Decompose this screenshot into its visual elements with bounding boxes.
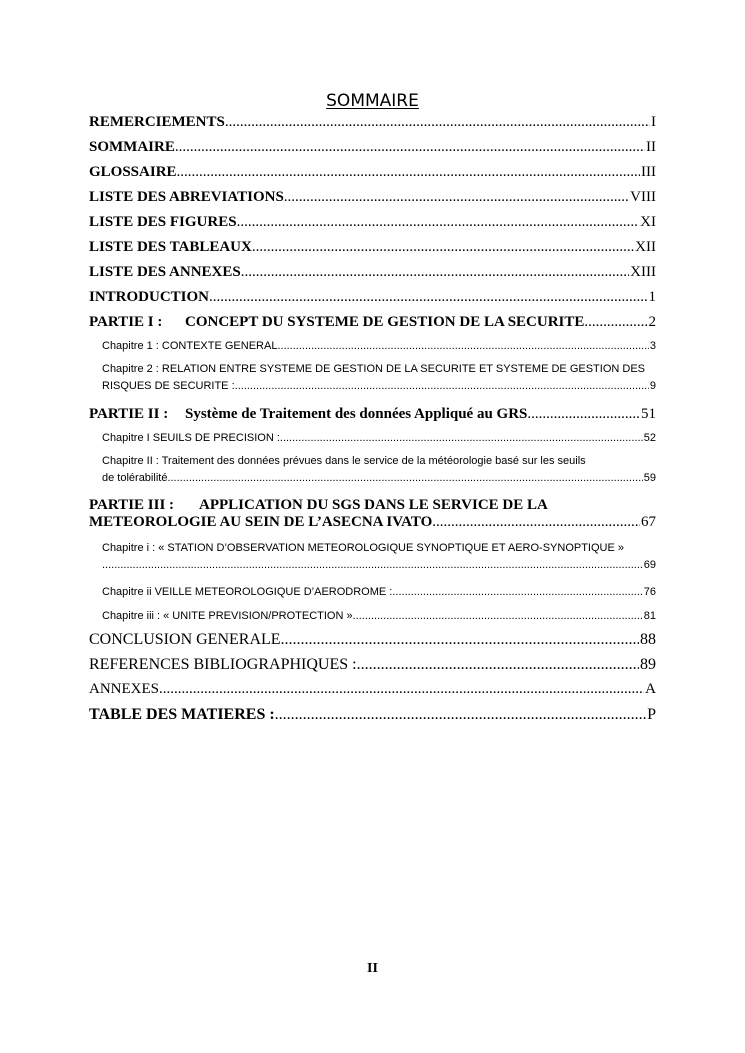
- toc-page-number: 81: [643, 610, 656, 622]
- toc-page-number: P: [647, 706, 656, 723]
- toc-entry-abreviations[interactable]: [89, 189, 656, 206]
- toc-entry-conclusion[interactable]: [89, 631, 656, 649]
- toc-page-number: 59: [643, 472, 656, 484]
- toc-entry-figures[interactable]: [89, 214, 656, 231]
- toc-entry-label: ANNEXES: [89, 681, 159, 697]
- toc-entry-table-matieres[interactable]: [89, 706, 656, 724]
- toc-page-number: 69: [643, 559, 656, 571]
- toc-entry-label: REFERENCES BIBLIOGRAPHIQUES :: [89, 656, 357, 673]
- toc-part-heading: [89, 406, 527, 423]
- toc-entry-label: Chapitre iii : « UNITE PREVISION/PROTECTION »: [102, 610, 353, 622]
- toc-page-number: XIII: [630, 264, 656, 280]
- dot-leader: [177, 164, 640, 181]
- footer-page-number: II: [367, 961, 378, 976]
- toc-entry-label: Chapitre ii VEILLE METEOROLOGIQUE D’AERODROME :: [102, 586, 393, 598]
- dot-leader: [280, 432, 643, 444]
- dot-leader: [252, 239, 634, 256]
- toc-entry-label: CONCEPT DU SYSTEME DE GESTION DE LA SECURITE: [185, 314, 585, 330]
- toc-entry-chapitre-i[interactable]: [102, 432, 656, 444]
- dot-leader: [432, 514, 640, 531]
- toc-part-heading: [89, 497, 656, 514]
- toc-entry-chapitre-iii-unite[interactable]: [102, 610, 656, 622]
- dot-leader: [167, 472, 642, 484]
- toc-entry-label-line1: Chapitre 2 : RELATION ENTRE SYSTEME DE GESTION DE LA SECURITE ET SYSTEME DE GESTION DES: [102, 363, 645, 375]
- toc-entry-chapitre-ii-veille[interactable]: [102, 586, 656, 598]
- dot-leader: [392, 586, 642, 598]
- part-number: PARTIE II :: [89, 406, 169, 422]
- dot-leader: [175, 139, 645, 156]
- toc-page-number: II: [646, 139, 656, 155]
- toc-page-number: 52: [643, 432, 656, 444]
- dot-leader: [102, 559, 643, 571]
- toc-page-number: 76: [643, 586, 656, 598]
- toc-page-number: 1: [648, 289, 656, 305]
- toc-entry-label: GLOSSAIRE: [89, 164, 177, 180]
- toc-page-number: I: [651, 114, 656, 130]
- toc-entry-annexes-list[interactable]: [89, 264, 656, 281]
- dot-leader: [237, 214, 640, 231]
- toc-entry-partie-2[interactable]: [89, 406, 656, 423]
- toc-page-number: 2: [648, 314, 656, 330]
- toc-entry-glossaire[interactable]: [89, 164, 656, 181]
- dot-leader: [277, 340, 648, 352]
- dot-leader: [159, 681, 644, 698]
- toc-entry-introduction[interactable]: [89, 289, 656, 306]
- dot-leader: [209, 289, 647, 306]
- toc-entry-partie-1[interactable]: [89, 314, 656, 331]
- toc-entry-label: CONCLUSION GENERALE: [89, 631, 281, 648]
- toc-entry-label-line2: de tolérabilité: [102, 472, 168, 484]
- toc-entry-chapitre-2[interactable]: [102, 363, 656, 392]
- toc-page-number: 51: [641, 406, 656, 422]
- toc-entry-label-line2: METEOROLOGIE AU SEIN DE L’ASECNA IVATO: [89, 514, 433, 530]
- toc-page-number: 88: [640, 631, 656, 648]
- dot-leader: [281, 631, 639, 649]
- page-title: SOMMAIRE: [326, 91, 419, 111]
- toc-page-number: 89: [640, 656, 656, 673]
- toc-entry-label: Système de Traitement des données Appliqué au GRS: [185, 406, 528, 422]
- dot-leader: [353, 610, 643, 622]
- toc-entry-label: Chapitre 1 : CONTEXTE GENERAL: [102, 340, 278, 352]
- toc-entry-label: REMERCIEMENTS: [89, 114, 225, 130]
- toc-entry-label: TABLE DES MATIERES :: [89, 706, 275, 723]
- toc-entry-label: SOMMAIRE: [89, 139, 175, 155]
- toc-page-number: A: [645, 681, 656, 697]
- part-number: PARTIE III :: [89, 497, 175, 513]
- dot-leader: [225, 114, 650, 131]
- toc-entry-label-line1: Chapitre II : Traitement des données prévues dans le service de la météorologie basé sur les seuils: [102, 455, 586, 467]
- toc-page-number: XI: [640, 214, 656, 230]
- toc-entry-label: LISTE DES FIGURES: [89, 214, 237, 230]
- toc-entry-remerciements[interactable]: [89, 114, 656, 131]
- toc-entry-partie-3[interactable]: [89, 497, 656, 531]
- toc-entry-chapitre-i-station[interactable]: [102, 542, 656, 571]
- toc-entry-chapitre-ii[interactable]: [102, 455, 656, 484]
- toc-part-heading: [89, 314, 584, 331]
- dot-leader: [584, 314, 647, 331]
- toc-page-number: XII: [635, 239, 656, 255]
- dot-leader: [235, 380, 649, 392]
- toc-entry-label-line1: APPLICATION DU SGS DANS LE SERVICE DE LA: [199, 497, 548, 513]
- dot-leader: [275, 706, 646, 724]
- toc-entry-tableaux[interactable]: [89, 239, 656, 256]
- toc-page-number: 3: [649, 340, 656, 352]
- toc-page-number: 67: [641, 514, 656, 530]
- toc-entry-label: LISTE DES ABREVIATIONS: [89, 189, 284, 205]
- dot-leader: [527, 406, 640, 423]
- toc-entry-label: INTRODUCTION: [89, 289, 210, 305]
- toc-page-number: 9: [649, 380, 656, 392]
- dot-leader: [357, 656, 639, 674]
- toc-entry-label: LISTE DES ANNEXES: [89, 264, 241, 280]
- toc-entry-label-line2: RISQUES DE SECURITE :: [102, 380, 235, 392]
- part-number: PARTIE I :: [89, 314, 163, 330]
- toc-entry-annexes[interactable]: [89, 681, 656, 698]
- dot-leader: [241, 264, 629, 281]
- toc-page-number: III: [641, 164, 656, 180]
- toc-entry-sommaire[interactable]: [89, 139, 656, 156]
- toc-entry-label: Chapitre I SEUILS DE PRECISION :: [102, 432, 280, 444]
- toc-entry-references[interactable]: [89, 656, 656, 674]
- toc-entry-chapitre-1[interactable]: [102, 340, 656, 352]
- dot-leader: [284, 189, 629, 206]
- toc-page-number: VIII: [630, 189, 656, 205]
- toc-entry-label: LISTE DES TABLEAUX: [89, 239, 252, 255]
- toc-entry-label: Chapitre i : « STATION D’OBSERVATION METEOROLOGIQUE SYNOPTIQUE ET AERO-SYNOPTIQUE »: [102, 542, 624, 554]
